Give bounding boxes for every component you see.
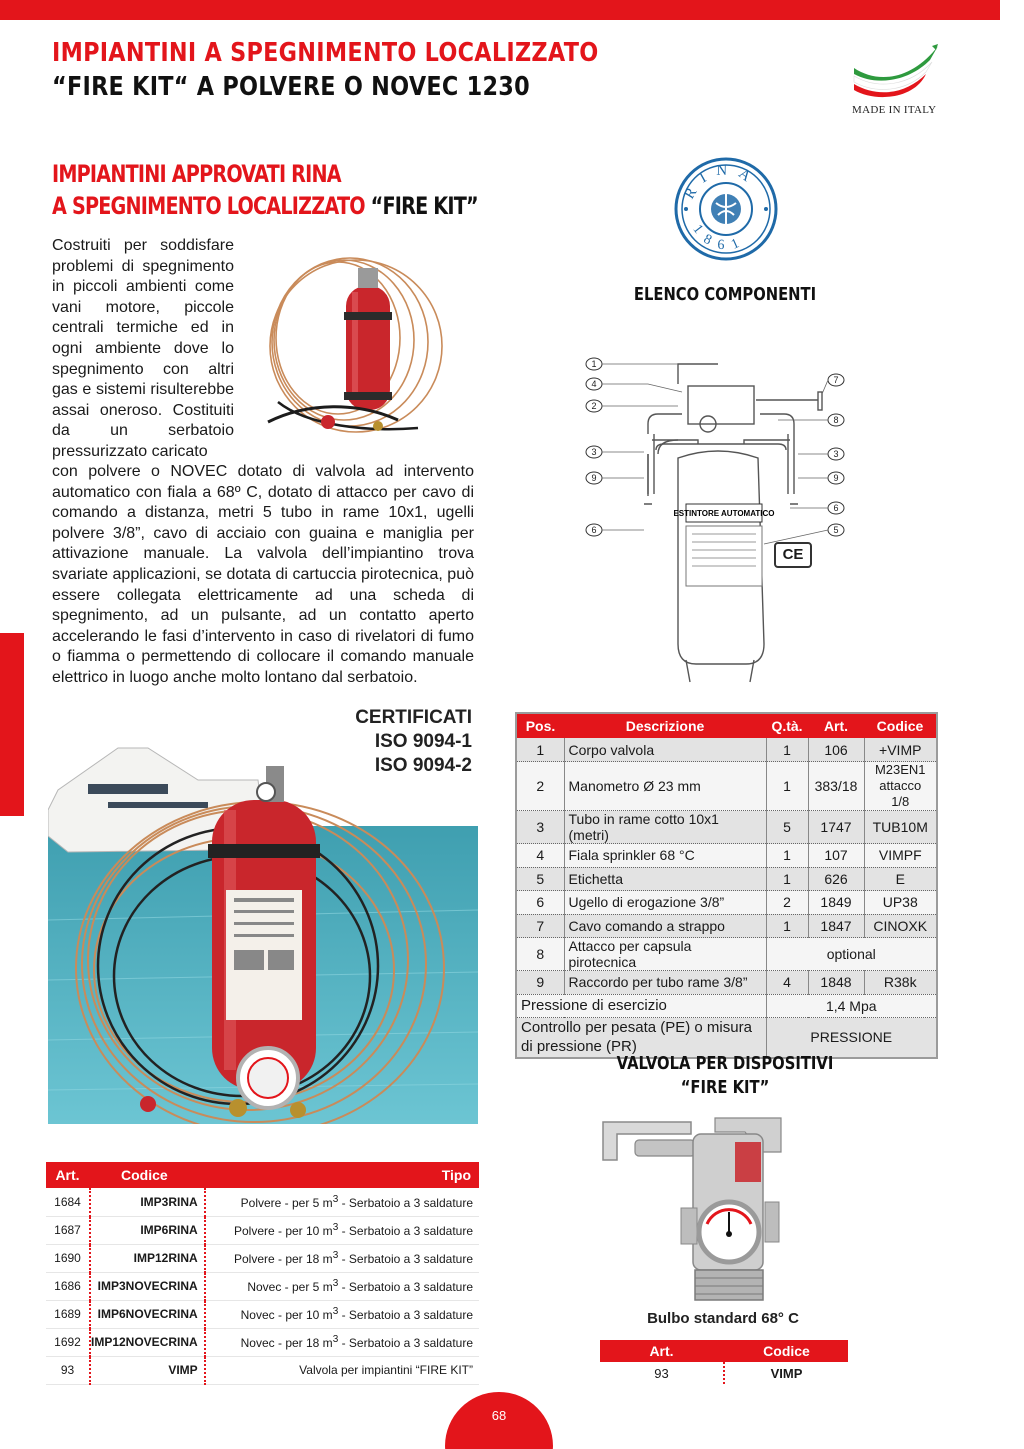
cert-iso-1: ISO 9094-1 bbox=[374, 731, 472, 752]
tipo-part-b: - Serbatoio a 3 saldature bbox=[338, 1308, 473, 1322]
description-wide: con polvere o NOVEC dotato di valvola ad intervento automatico con fiala a 68º C, dotato di attacco per cavo di comando a distanza, metri 5 tubo in rame 10x1, ugelli polvere 3/8”, cavo di acciaio con guaina e maniglia per attivazione manuale. La valvola dell’impiantino trova svariate applicazioni, se dotata di cartuccia pirotecnica, può essere collegata elettricamente ad una scheda di spegnimento, ad un pulsante, ad un contatto aperto accelerando le fasi d’intervento in caso di rivelatori di fumo o fiamma o permettendo di collocare il comando manuale elettrico in luogo anche molto lontano dal serbatoio. bbox=[52, 463, 474, 686]
drawing-callout-number: 7 bbox=[833, 375, 839, 385]
table-row bbox=[46, 1188, 479, 1216]
drawing-callout-number: 3 bbox=[833, 449, 839, 459]
cell-tipo bbox=[205, 1188, 479, 1216]
cell-qty: 1 bbox=[766, 738, 808, 762]
tipo-superscript: 3 bbox=[332, 1278, 339, 1289]
cell-qty: 1 bbox=[766, 914, 808, 938]
cell-desc: Ugello di erogazione 3/8” bbox=[564, 891, 766, 915]
col-art: Art. bbox=[600, 1340, 724, 1362]
cell-code bbox=[864, 762, 937, 811]
cell-art: 93 bbox=[600, 1362, 724, 1384]
valvola-heading-line-1: VALVOLA PER DISPOSITIVI bbox=[616, 1053, 834, 1074]
cell-code: IMP12RINA bbox=[90, 1244, 205, 1272]
cell-art: 1848 bbox=[808, 971, 864, 995]
col-qty: Q.tà. bbox=[766, 713, 808, 738]
drawing-callout-number: 2 bbox=[591, 401, 597, 411]
cell-pos: 5 bbox=[516, 867, 564, 891]
valve-table bbox=[600, 1340, 848, 1384]
valvola-heading-line-2: “FIRE KIT” bbox=[680, 1077, 770, 1098]
cell-code: +VIMP bbox=[864, 738, 937, 762]
table-row bbox=[516, 738, 937, 762]
footer-label: Controllo per pesata (PE) o misura di pressione (PR) bbox=[516, 1018, 766, 1058]
table-row bbox=[516, 867, 937, 891]
cell-qty: 1 bbox=[766, 867, 808, 891]
cell-tipo bbox=[205, 1300, 479, 1328]
cell-art: 1690 bbox=[46, 1244, 90, 1272]
subtitle-line-1: IMPIANTINI APPROVATI RINA bbox=[52, 160, 341, 188]
table-row bbox=[46, 1300, 479, 1328]
drawing-callout-number: 6 bbox=[833, 503, 839, 513]
cell-art: 107 bbox=[808, 844, 864, 868]
tipo-part-a: Novec - per 5 m bbox=[247, 1280, 333, 1294]
top-red-bar bbox=[0, 0, 1000, 20]
table-row bbox=[46, 1356, 479, 1384]
cell-optional: optional bbox=[766, 938, 937, 971]
components-technical-drawing bbox=[578, 344, 864, 684]
cell-desc: Etichetta bbox=[564, 867, 766, 891]
table-row bbox=[516, 891, 937, 915]
footer-label: Pressione di esercizio bbox=[516, 994, 766, 1018]
drawing-callout-number: 4 bbox=[591, 379, 597, 389]
cell-code-line-2: attacco 1/8 bbox=[879, 778, 922, 809]
cell-tipo bbox=[205, 1272, 479, 1300]
cell-pos: 8 bbox=[516, 938, 564, 971]
tipo-superscript: 3 bbox=[332, 1334, 339, 1345]
tipo-part-a: Novec - per 18 m bbox=[240, 1336, 333, 1350]
col-art: Art. bbox=[808, 713, 864, 738]
cell-art: 626 bbox=[808, 867, 864, 891]
cell-code: UP38 bbox=[864, 891, 937, 915]
cell-desc: Corpo valvola bbox=[564, 738, 766, 762]
cell-tipo bbox=[205, 1328, 479, 1356]
cell-art: 383/18 bbox=[808, 762, 864, 811]
tipo-part-b: - Serbatoio a 3 saldature bbox=[338, 1252, 473, 1266]
tipo-part-a: Polvere - per 5 m bbox=[240, 1195, 333, 1210]
table-row bbox=[516, 938, 937, 971]
subtitle-line-2-black: “FIRE KIT” bbox=[364, 192, 478, 220]
cell-pos: 2 bbox=[516, 762, 564, 811]
page-number: 68 bbox=[491, 1408, 507, 1423]
description-narrow: Costruiti per soddisfare problemi di spegnimento in piccoli ambienti come vani motore, piccole centrali termiche ed in ogni ambiente dove lo spegnimento con altri gas e sistemi risulterebbe assai oneroso. Costituiti da un serbatoio pressurizzato caricato bbox=[52, 237, 234, 460]
cell-pos: 6 bbox=[516, 891, 564, 915]
rina-certification-logo bbox=[672, 155, 780, 263]
ce-mark: CE bbox=[774, 542, 812, 568]
drawing-callout-number: 1 bbox=[591, 359, 597, 369]
cell-desc: Attacco per capsula pirotecnica bbox=[564, 938, 766, 971]
cell-tipo bbox=[205, 1216, 479, 1244]
valve-table-header bbox=[600, 1340, 848, 1362]
tipo-part-a: Polvere - per 10 m bbox=[233, 1224, 333, 1238]
cell-art: 1747 bbox=[808, 811, 864, 844]
cell-code: VIMP bbox=[90, 1356, 205, 1384]
cell-desc: Raccordo per tubo rame 3/8” bbox=[564, 971, 766, 995]
bulbo-caption: Bulbo standard 68° C bbox=[647, 1310, 799, 1327]
col-pos: Pos. bbox=[516, 713, 564, 738]
table-row bbox=[46, 1328, 479, 1356]
drawing-callout-number: 8 bbox=[833, 415, 839, 425]
table-row bbox=[46, 1272, 479, 1300]
cell-desc: Cavo comando a strappo bbox=[564, 914, 766, 938]
drawing-callout-number: 5 bbox=[833, 525, 839, 535]
title-line-2: “FIRE KIT“ A POLVERE O NOVEC 1230 bbox=[52, 72, 530, 102]
elenco-componenti-heading: ELENCO COMPONENTI bbox=[633, 284, 817, 305]
table-row bbox=[516, 914, 937, 938]
tipo-part-a: Polvere - per 18 m bbox=[233, 1252, 333, 1266]
col-codice: Codice bbox=[90, 1162, 205, 1188]
cert-iso-2: ISO 9094-2 bbox=[374, 755, 472, 776]
cell-code: IMP6RINA bbox=[90, 1216, 205, 1244]
col-tipo: Tipo bbox=[205, 1162, 479, 1188]
tipo-part-a: Novec - per 10 m bbox=[240, 1308, 333, 1322]
page-title bbox=[52, 36, 599, 104]
tipo-superscript: 3 bbox=[332, 1250, 339, 1261]
cell-art: 1689 bbox=[46, 1300, 90, 1328]
tipo-superscript: 3 bbox=[332, 1193, 339, 1205]
cell-art: 1849 bbox=[808, 891, 864, 915]
rina-logo-year: 1861 bbox=[689, 222, 750, 254]
tipo-superscript: 3 bbox=[332, 1306, 339, 1317]
col-art: Art. bbox=[46, 1162, 90, 1188]
drawing-callout-number: 6 bbox=[591, 525, 597, 535]
drawing-callout-number: 9 bbox=[833, 473, 839, 483]
table-row bbox=[46, 1216, 479, 1244]
cert-heading: CERTIFICATI bbox=[355, 707, 472, 728]
cell-pos: 9 bbox=[516, 971, 564, 995]
drawing-callout-number: 9 bbox=[591, 473, 597, 483]
cell-tipo: Valvola per impiantini “FIRE KIT” bbox=[205, 1356, 479, 1384]
cell-pos: 3 bbox=[516, 811, 564, 844]
footer-value: 1,4 Mpa bbox=[766, 994, 937, 1018]
section-subtitle bbox=[52, 158, 478, 222]
boat-fire-kit-photo bbox=[48, 740, 478, 1124]
fire-kit-product-image bbox=[248, 252, 474, 440]
cell-desc: Tubo in rame cotto 10x1 (metri) bbox=[564, 811, 766, 844]
cell-code: R38k bbox=[864, 971, 937, 995]
components-table-header bbox=[516, 713, 937, 738]
cell-qty: 5 bbox=[766, 811, 808, 844]
subtitle-line-2-red: A SPEGNIMENTO LOCALIZZATO bbox=[52, 192, 365, 220]
cell-code: E bbox=[864, 867, 937, 891]
cell-code: VIMP bbox=[770, 1365, 803, 1381]
tipo-part-b: - Serbatoio a 3 saldature bbox=[338, 1195, 473, 1210]
italian-flag-swoosh-logo bbox=[848, 40, 944, 100]
table-row bbox=[600, 1362, 848, 1384]
cell-art: 106 bbox=[808, 738, 864, 762]
cell-art: 1686 bbox=[46, 1272, 90, 1300]
side-red-tab bbox=[0, 633, 24, 816]
valvola-heading bbox=[606, 1052, 844, 1100]
col-codice: Codice bbox=[724, 1340, 848, 1362]
col-codice: Codice bbox=[864, 713, 937, 738]
cell-qty: 1 bbox=[766, 762, 808, 811]
table-row bbox=[46, 1244, 479, 1272]
articles-table bbox=[46, 1162, 479, 1385]
tipo-superscript: 3 bbox=[332, 1222, 339, 1233]
cell-qty: 4 bbox=[766, 971, 808, 995]
drawing-callout-number: 3 bbox=[591, 447, 597, 457]
table-row bbox=[516, 811, 937, 844]
cell-art: 93 bbox=[46, 1356, 90, 1384]
cell-desc: Manometro Ø 23 mm bbox=[564, 762, 766, 811]
cell-code: IMP12NOVECRINA bbox=[90, 1328, 205, 1356]
cell-qty: 1 bbox=[766, 844, 808, 868]
cell-code: IMP3RINA bbox=[90, 1188, 205, 1216]
cell-code: VIMPF bbox=[864, 844, 937, 868]
col-descrizione: Descrizione bbox=[564, 713, 766, 738]
title-line-1: IMPIANTINI A SPEGNIMENTO LOCALIZZATO bbox=[52, 38, 599, 68]
drawing-label: ESTINTORE AUTOMATICO bbox=[673, 509, 775, 518]
cell-pos: 7 bbox=[516, 914, 564, 938]
made-in-italy-label: MADE IN ITALY bbox=[852, 104, 937, 116]
cell-qty: 2 bbox=[766, 891, 808, 915]
valve-product-image bbox=[595, 1112, 815, 1304]
components-table bbox=[515, 712, 938, 1059]
articles-table-header bbox=[46, 1162, 479, 1188]
cell-code: IMP3NOVECRINA bbox=[90, 1272, 205, 1300]
cell-code-line-1: M23EN1 bbox=[874, 762, 926, 777]
subtitle-line-2 bbox=[52, 190, 478, 222]
cell-desc: Fiala sprinkler 68 °C bbox=[564, 844, 766, 868]
cell-code: TUB10M bbox=[864, 811, 937, 844]
table-row bbox=[516, 971, 937, 995]
table-footer-row bbox=[516, 994, 937, 1018]
tipo-part-b: - Serbatoio a 3 saldature bbox=[338, 1336, 473, 1350]
cell-art: 1687 bbox=[46, 1216, 90, 1244]
cell-art: 1847 bbox=[808, 914, 864, 938]
table-row bbox=[516, 762, 937, 811]
cell-art: 1684 bbox=[46, 1188, 90, 1216]
tipo-part-b: - Serbatoio a 3 saldature bbox=[338, 1280, 473, 1294]
cell-code: IMP6NOVECRINA bbox=[90, 1300, 205, 1328]
cell-art: 1692 bbox=[46, 1328, 90, 1356]
cell-pos: 1 bbox=[516, 738, 564, 762]
cell-pos: 4 bbox=[516, 844, 564, 868]
footer-value: PRESSIONE bbox=[766, 1018, 937, 1058]
tipo-part-b: - Serbatoio a 3 saldature bbox=[338, 1224, 473, 1238]
cell-tipo bbox=[205, 1244, 479, 1272]
table-row bbox=[516, 844, 937, 868]
rina-logo-text: RINA bbox=[681, 162, 762, 202]
cell-code: CINOXK bbox=[864, 914, 937, 938]
